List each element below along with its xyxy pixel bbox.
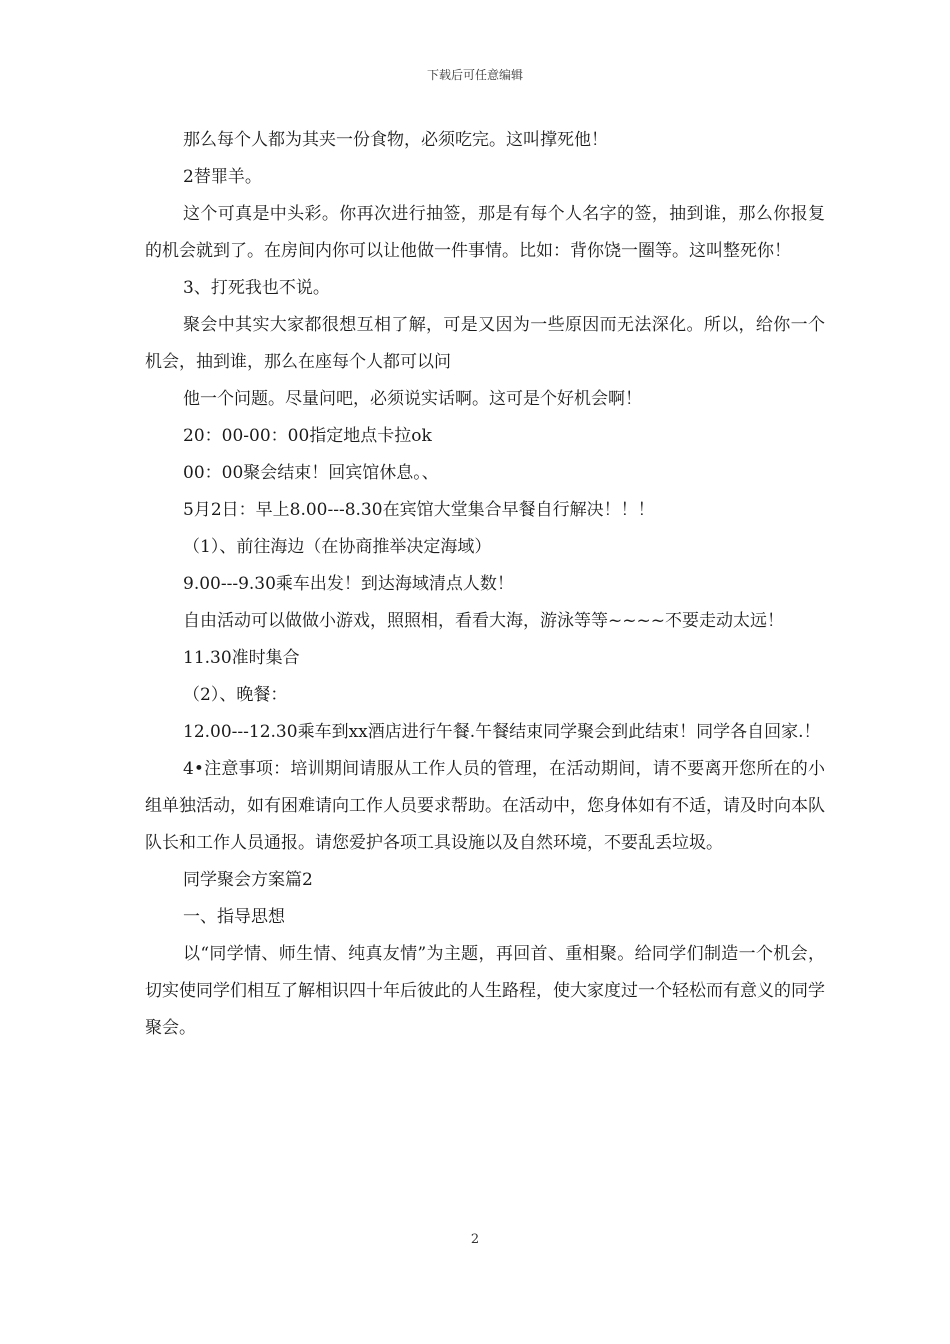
paragraph: 自由活动可以做做小游戏，照照相，看看大海，游泳等等~~~~不要走动太远！: [183, 611, 784, 631]
paragraph: 4•注意事项：培训期间请服从工作人员的管理，在活动期间，请不要离开您所在的小组单独活动，如有困难请向工作人员要求帮助。在活动中，您身体如有不适，请及时向本队队长和工作人员通报。请您爱护各项工具设施以及自然环境，不要乱丢垃圾。: [145, 759, 825, 853]
paragraph: 11.30准时集合: [183, 648, 300, 668]
page-header: 下载后可任意编辑: [426, 68, 523, 82]
paragraph: 20：00-00：00指定地点卡拉ok: [183, 426, 432, 446]
section-heading: 同学聚会方案篇2: [183, 870, 313, 890]
document-body: [145, 122, 825, 1047]
paragraph: （2）、晚餐：: [183, 685, 288, 705]
paragraph: 9.00---9.30乘车出发！到达海域清点人数！: [183, 574, 514, 594]
page-number: 2: [470, 1232, 480, 1247]
paragraph: 他一个问题。尽量问吧，必须说实话啊。这可是个好机会啊！: [183, 389, 642, 409]
paragraph: 聚会中其实大家都很想互相了解，可是又因为一些原因而无法深化。所以，给你一个机会，抽到谁，那么在座每个人都可以问: [145, 315, 825, 372]
paragraph: 00：00聚会结束！回宾馆休息。、: [183, 463, 439, 483]
paragraph: 12.00---12.30乘车到xx酒店进行午餐.午餐结束同学聚会到此结束！同学各自回家.！: [183, 722, 821, 742]
paragraph: 3、打死我也不说。: [183, 278, 330, 298]
paragraph: 5月2日：早上8.00---8.30在宾馆大堂集合早餐自行解决！！！: [183, 500, 655, 520]
paragraph: 以“同学情、师生情、纯真友情”为主题，再回首、重相聚。给同学们制造一个机会，切实使同学们相互了解相识四十年后彼此的人生路程，使大家度过一个轻松而有意义的同学聚会。: [145, 944, 825, 1038]
paragraph: （1）、前往海边（在协商推举决定海域）: [183, 537, 492, 557]
paragraph: 2替罪羊。: [183, 167, 262, 187]
paragraph: 这个可真是中头彩。你再次进行抽签，那是有每个人名字的签，抽到谁，那么你报复的机会就到了。在房间内你可以让他做一件事情。比如：背你饶一圈等。这叫整死你！: [145, 204, 825, 261]
section-heading: 一、指导思想: [183, 907, 285, 927]
paragraph: 那么每个人都为其夹一份食物，必须吃完。这叫撑死他！: [183, 130, 608, 150]
